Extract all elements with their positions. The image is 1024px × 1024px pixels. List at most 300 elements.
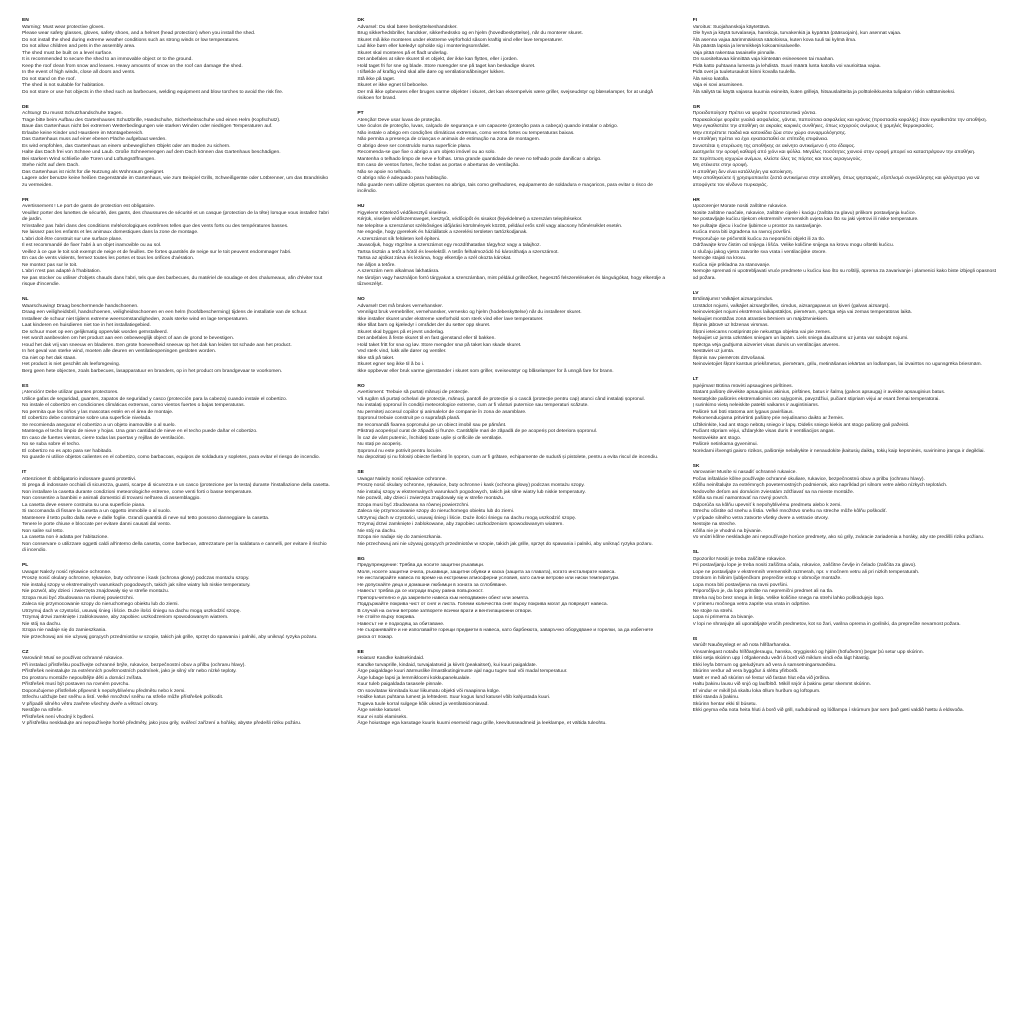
warning-line: In het geval van sterke wind, moeten alle deuren en ventilatieopeningen gesloten worden. <box>22 349 217 354</box>
language-section <box>22 650 331 728</box>
warning-line: Mælt er með að skúrinn sé festur við fastan hlut eða við jörðina. <box>692 675 831 681</box>
language-code: HR <box>692 197 700 203</box>
warning-line: Přístřešek není vhodný k bydlení. <box>22 714 95 720</box>
warning-line: Tenere le porte chiuse e bloccate per evitare danni causati dal vento. <box>22 522 171 527</box>
language-section <box>357 650 666 728</box>
warning-line: Διατηρείτε την οροφή καθαρή από χιόνι και φύλλα. Μεγάλες ποσότητες χιονιού στην οροφή μπορεί να καταστρέψουν την αποθήκη. <box>692 150 976 155</box>
warning-line: Ne montez pas sur le toit. <box>22 262 78 268</box>
language-code: IS <box>692 636 698 642</box>
warning-line: Halte das Dach frei von Schnee und Laub. Große Schneemengen auf dem Dach können das Gartenhaus beschädigen. <box>22 150 281 155</box>
column-middle <box>357 18 666 1014</box>
warning-line: Nestatykite pašiūrės ekstremaliomis oro sąlygomis, pavyzdžiui, pučiant stipriam vėjui ar esant žemai temperatūrai. <box>692 396 940 402</box>
warning-line: Otrokom in hišnim ljubljenčkom preprečite vstop v območje montaže. <box>692 576 842 581</box>
warning-line: Nie pozwól, aby dzieci i zwierzęta znajdowały się w strefie montażu. <box>357 496 505 501</box>
warning-line: Houd het dak vrij van sneeuw en bladeren. Een grote hoeveelheid sneeuw op het dak kan leiden tot schade aan het product. <box>22 342 292 348</box>
language-code: DK <box>357 18 365 23</box>
warning-line: Upozorenje! Morate nositi zaštitne rukavice. <box>692 204 788 209</box>
warning-line: Nie pozwól, aby dzieci i zwierzęta znajdowały się w strefie montażu. <box>22 589 170 594</box>
warning-line: Střechu udržujte bez sněhu a listí. Velké množství sněhu na střeše může přístřešek poškodit. <box>22 695 224 700</box>
language-code: LV <box>692 290 699 296</box>
warning-line: Nu depozitați și nu folosiți obiecte fierbinți în șopron, cum ar fi grătare, echipamente de sudură și pistolete, pentru a evita riscul de incendiu. <box>357 455 659 460</box>
warning-line: Det anbefales å feste skuret til en fast gjenstand eller til bakken. <box>357 336 496 341</box>
warning-line: Păstrați acoperișul curat de zăpadă și frunze. Cantitățile mari de zăpadă de pe acoperiș pot deteriora șopronul. <box>357 429 598 434</box>
warning-line: Nemojte spremati ni upotrebljavati vruće predmete u kućicu kao što su roštilji, oprema za zavarivanje i plamenici kako biste izbjegli opasnost od požara. <box>692 269 997 281</box>
warning-line: Tartsa az ajtókat zárva és lezárva, hogy elkerülje a szél okozta károkat. <box>357 256 512 261</box>
warning-line: O abrigo deve ser construído numa superfície plana. <box>357 143 472 149</box>
warning-line: Предупреждение: Трябва да носите защитни ръкавици. <box>357 563 485 568</box>
warning-line: Bei starkem Wind schließe alle Türen und Lüftungsöffnungen. <box>22 156 156 162</box>
language-code: PT <box>357 111 364 116</box>
warning-line: În caz de vânt puternic, închideți toate ușile și orificiile de ventilație. <box>357 435 503 441</box>
warning-line: Ärge seiske katusel. <box>357 708 402 713</box>
language-code: HU <box>357 204 365 209</box>
warning-line: Поддържайте покрива чист от сняг и листа. Големи количества сняг върху покрива могат да повредят навеса. <box>357 602 608 607</box>
warning-line: Nie instaluj szopy w ekstremalnych warunkach pogodowych, takich jak silne wiatry lub niskie temperatury. <box>357 489 586 495</box>
language-section <box>693 18 1002 96</box>
warning-line: Skúrinn hentar ekki til búsetu. <box>692 701 757 707</box>
warning-line: Avertissement ! Le port de gants de protection est obligatoire. <box>22 204 156 209</box>
language-section <box>693 550 1002 628</box>
language-code: IT <box>22 470 27 475</box>
language-section <box>357 18 666 103</box>
warning-line: Priporočljivo je, da lopo pritrdite na nepremični predmet ali na tla. <box>692 589 834 594</box>
warning-line: Zaleca się przymocowanie szopy do nieruchomego obiektu lub do ziemi. <box>357 509 515 514</box>
warning-line: Det anbefales at sikre skuret til et objekt, der ikke kan flyttes, eller i jorden. <box>357 57 518 62</box>
warning-line: Lopa ni primerna za bivanje. <box>692 615 755 620</box>
warning-line: Stehe nicht auf dem Dach. <box>22 163 80 168</box>
warning-line: Při instalaci přístřešku používejte ochranné brýle, rukavice, bezpečnostní obuv a přilbu (ochranu hlavy). <box>22 662 246 668</box>
warning-line: Non salire sul tetto. <box>22 528 64 534</box>
warning-line: Kandke turvaprille, kindaid, turvajalatseid ja kiivrit (peakaitset), kui kuuri paigaldate. <box>357 662 538 668</box>
warning-line: Attenzione! È obbligatorio indossare guanti protettivi. <box>22 476 137 482</box>
warning-line: Neinovietojiet šķūnī karstus priekšmetus, piemēram, grilu, metināšanas iekārtas un lodlampas, lai izvairītos no ugunsgrēka briesmām. <box>692 362 982 367</box>
warning-line: Pašiūrė turi būti statoma ant lygaus paviršiaus. <box>692 409 794 415</box>
warning-line: Ekki geyma eða nota heita hluti á borð við grill, suðubúnað og lóðlampa í skúrnum þar sem það gæti valdið hættu á eldsvoða. <box>692 708 964 713</box>
language-section <box>22 105 331 190</box>
warning-line: Utrzymuj dach w czystości, usuwaj śnieg i liście. Duże ilości śniegu na dachu mogą uszkodzić szopę. <box>22 608 241 614</box>
warning-line: Proszę nosić okulary ochronne, rękawice, buty ochronne i kask (ochrona głowy) podczas montażu szopy. <box>357 483 585 488</box>
language-code: PL <box>22 563 29 568</box>
warning-line: Lope ne postavljajte v ekstremnih vremenskih razmerah, npr. v močnem vetru ali pri nizkih temperaturah. <box>692 569 920 575</box>
language-section <box>357 297 666 375</box>
warning-line: Vinsamlegast notaðu hlífðargleraugu, hanska, öryggisskó og hjálm (höfuðvörn) þegar þú setur upp skúrinn. <box>692 649 924 655</box>
warning-line: Mantenha o telhado limpo de neve e folhas. Uma grande quantidade de neve no telhado pode danificar o abrigo. <box>357 156 602 162</box>
warning-line: Не инсталирайте навеса по време на екстремни атмосферни условия, като силни ветрове или ниски температури. <box>357 576 620 581</box>
warning-line: Het product is niet geschikt als leefomgeving. <box>22 362 121 367</box>
warning-line: ¡Atención! Debe utilizar guantes protectores. <box>22 390 119 395</box>
warning-line: Lad ikke børn eller kæledyr opholde sig i monteringsområdet. <box>357 44 490 49</box>
warning-line: Uwaga! Należy nosić rękawice ochronne. <box>22 569 112 575</box>
warning-line: La casetta non è adatta per l'abitazione. <box>22 535 109 540</box>
warning-line: Der må ikke opbevares eller bruges varme objekter i skuret, det kan eksempelvis være griller, svejseudstyr og blæselamper, for at undgå risikoen for brand. <box>357 89 653 101</box>
warning-line: On soovitatav kinnitada kuur liikumatu objekti või maapinna külge. <box>357 688 501 694</box>
warning-line: Ne engedje, hogy gyerekek és háziállatok a szerelési területen tartózkodjanak. <box>357 230 528 235</box>
warning-line: Vaja ei sovi asumiseen. <box>692 83 744 88</box>
warning-line: Η αποθήκη πρέπει να έχει εγκατασταθεί σε επίπεδη επιφάνεια. <box>692 137 829 142</box>
warning-line: Į surinkimo vietą neleiskite patekti vaikams ir augintiniams. <box>692 403 820 408</box>
warning-line: El cobertizo no es apto para ser habitado. <box>22 448 113 454</box>
warning-line: Berg geen hete objecten, zoals barbecues, lasapparatuur en branders, op in het product om brandgevaar te voorkomen. <box>22 368 283 374</box>
warning-line: Nosite zaštitne naočale, rukavice, zaštitne cipele i kacigu (zaštita za glavu) prilikom postavljanja kućice. <box>692 210 917 216</box>
warning-line: Održavajte krov čistim od snijega i lišća. Velike količine snijega na krovu mogu oštetiti kućicu. <box>692 243 895 248</box>
warning-line: Opozorilo! Nositi je treba zaščitne rokavice. <box>692 556 787 562</box>
warning-line: Si raccomanda di fissare la casetta a un oggetto immobile o al suolo. <box>22 509 171 514</box>
warning-line: Kôlňa nie je vhodná na bývanie. <box>692 528 762 534</box>
warning-line: Mantenere il tetto pulito dalla neve e dalle foglie. Grandi quantità di neve sul tetto possono danneggiare la casetta. <box>22 515 270 521</box>
warning-line: Šķūni ieteicams nostiprināt pie nekustīga objekta vai pie zemes. <box>692 329 832 335</box>
warning-line: Stå ikke på taget. <box>357 76 396 82</box>
warning-line: In the event of high winds, close all doors and vents. <box>22 70 136 75</box>
warning-line: Em caso de ventos fortes, feche todas as portas e aberturas de ventilação. <box>357 163 520 168</box>
warning-line: Ne pas stocker ou utiliser d'objets chauds dans l'abri, tels que des barbecues, du matériel de soudage et des chalumeaux, afin d'éviter tout risque d'incendie. <box>22 275 323 287</box>
warning-line: Varúð! Nauðsynlegt er að nota hlífðarhanska. <box>692 643 791 648</box>
warning-line: Recomenda-se que fixe o abrigo a um objeto imóvel ou ao solo. <box>357 150 496 155</box>
warning-line: Älä seiso katolla. <box>692 76 730 82</box>
language-section <box>22 563 331 641</box>
warning-line: V lopi ne shranjujte ali uporabljajte vročih predmetov, kot so žari, varilna oprema in gorilniki, da preprečite nevarnost požara. <box>692 621 961 627</box>
warning-line: Nestojte na streche. <box>692 522 737 527</box>
warning-line: Haltu þakinu lausu við snjó og laufblöð. Mikill snjór á þakinu getur skemmt skúrinn. <box>692 682 871 687</box>
warning-line: La casetta deve essere costruita su una superficie piana. <box>22 502 146 508</box>
warning-line: Baue das Gartenhaus nicht bei extremen Wetterbedingungen wie starken Winden oder niedrigen Temperaturen auf. <box>22 124 273 129</box>
warning-line: Hold taket fritt for snø og løv. Store mengder snø på taket kan skade skuret. <box>357 342 522 348</box>
warning-line: Ole hyvä ja käytä turvalaseja, hanskoja, turvakenkiä ja kypärää (pääsuojain), kun asennat vajaa. <box>692 31 902 36</box>
warning-line: Atenção! Deve usar luvas de proteção. <box>357 117 442 123</box>
warning-line: Ekki setja skúrinn upp í öfgakenndu veðri á borð við miklum vindi eða lágt hitastig. <box>692 656 870 661</box>
warning-line: Norėdami išvengti gaisro rizikos, pašiūrėje nelaikykite ir nenaudokite įkaitusių daiktų, tokių kaip kepsninės, suvirinimo įranga ir degikliai. <box>692 448 985 454</box>
warning-line: Zaleca się przymocowanie szopy do nieruchomego obiektu lub do ziemi. <box>22 602 179 607</box>
warning-line: Achtung! Du musst Schutzhandschuhe tragen. <box>22 111 123 116</box>
warning-line: Kôlňu neinštalujte za extrémnych poveternostných podmienok, ako napríklad pri silnom vetre alebo nízkych teplotách. <box>692 483 948 488</box>
warning-line: Tugeva tuule korral sulgege kõik uksed ja ventilatsiooniavad. <box>357 701 489 707</box>
language-code: FR <box>22 197 29 203</box>
warning-line: Ärge hoiustage ega kasutage kuuris kuumi esemeid nagu grille, keevitusseadmeid ja leeklampe, et vältida tuleohtu. <box>357 721 607 726</box>
language-section <box>357 470 666 548</box>
warning-line: No instale el cobertizo en condiciones climáticas extremas, como vientos fuertes o bajas temperaturas. <box>22 403 245 408</box>
language-section <box>357 204 666 289</box>
warning-line: Trage bitte beim Aufbau des Gartenhauses Schutzbrille, Handschuhe, Sicherheitsschuhe und einen Helm (Kopfschutz). <box>22 117 281 123</box>
warning-line: Ne álljon a tetőre. <box>357 262 396 268</box>
warning-line: Σε περίπτωση ισχυρών ανέμων, κλείστε όλες τις πόρτες και τους αεραγωγούς. <box>692 156 862 162</box>
warning-line: No guarde ni utilice objetos calientes en el cobertizo, como barbacoas, equipos de soldadura y sopletes, para evitar el riesgo de incendio. <box>22 455 320 460</box>
warning-line: Užtikrinkite, kad ant stogo nebūtų sniego ir lapų. Didelis sniego kiekis ant stogo pašiūrę gali pažeisti. <box>692 422 910 428</box>
warning-line: Szopa nie nadaje się do zamieszkania. <box>357 535 442 540</box>
warning-line: Älä asenna vajaa äärimmäisissä sääoloissa, kuten kova tuuli tai kylmä ilma. <box>692 37 857 43</box>
warning-line: Please wear safety glasses, gloves, safety shoes, and a helmet (head protection) when you install the shed. <box>22 31 256 36</box>
warning-line: Не съхранявайте и не използвайте горещи предмети в навеса, като барбекюта, заваръчно оборудване и горелки, за да избегнете риска от пожар. <box>357 628 654 640</box>
warning-line: Varovanie! Musíte si nasadiť ochranné rukavice. <box>692 470 797 475</box>
warning-line: Trzymaj drzwi zamknięte i zablokowane, aby zapobiec uszkodzeniom spowodowanym wiatrem. <box>22 615 229 620</box>
warning-line: Não instale o abrigo em condições climáticas extremas, como ventos fortes ou temperaturas baixas. <box>357 130 575 136</box>
warning-line: Szopa musi być zbudowana na równej powierzchni. <box>22 595 135 601</box>
warning-line: Trzymaj drzwi zamknięte i zablokowane, aby zapobiec uszkodzeniom spowodowanym wiatrem. <box>357 522 564 527</box>
warning-line: V přístřešku neskladujte ani nepoužívejte horké předměty, jako jsou grily, svářecí zařízení a hořáky, abyste předešli riziku požáru. <box>22 721 302 726</box>
language-section <box>22 384 331 462</box>
warning-line: Nemojte stajati na krovu. <box>692 256 747 261</box>
language-code: EE <box>357 649 364 655</box>
warning-line: Das Gartenhaus muss auf einer ebenen Fläche aufgebaut werden. <box>22 137 167 142</box>
warning-line: Šķūnis nav piemērots dzīvošanai. <box>692 355 766 361</box>
warning-line: Do not allow children and pets in the assembly area. <box>22 44 136 49</box>
warning-line: Streha naj bo brez snega in listja. Velike količine snega na strehi lahko poškodujejo lopo. <box>692 595 885 601</box>
warning-line: Kućica mora biti izgrađena na ravnoj površini. <box>692 230 792 235</box>
warning-line: Il est recommandé de fixer l'abri à un objet inamovible ou au sol. <box>22 243 162 248</box>
warning-line: Do not install the shed during extreme weather conditions such as strong winds or low temperatures. <box>22 37 240 43</box>
language-section <box>693 637 1002 715</box>
warning-line: Varoitus: Suojahanskoja käytettävä. <box>692 24 771 30</box>
warning-line: Pidä katto puhtaana lumesta ja lehdistä. Suuri määrä lunta katolla voi vaurioittaa vajaa. <box>692 63 881 69</box>
warning-line: Hoidke katus puhtana lumest ja lehtedest. Suur kogus lund katusel võib kahjustada kuuri. <box>357 695 551 700</box>
warning-line: Neļaujiet uz jumta uzkrāties sniegam un lapām. Liels sniega daudzums uz jumta var sabojāt nojumi. <box>692 336 909 341</box>
warning-line: Nie stój na dachu. <box>357 528 397 534</box>
warning-line: Non consentire a bambini e animali domestici di trovarsi nell'area di assemblaggio. <box>22 496 201 501</box>
warning-line: No se suba sobre el techo. <box>22 442 81 447</box>
warning-line: Η αποθήκη δεν είναι κατάλληλη για κατοίκηση. <box>692 169 793 175</box>
warning-line: Do prostoru montáže nepouštějte děti a domácí zvířata. <box>22 675 143 681</box>
warning-line: I tilfælde af kraftig vind skal alle døre og ventilationsåbninger lukkes. <box>357 70 505 75</box>
warning-line: Warning: Must wear protective gloves. <box>22 24 105 30</box>
warning-line: Kérjük, viseljen védőszemüveget, kesztyűt, védőcipőt és sisakot (fejvédelmet) a szerszám telepítésekor. <box>357 217 583 222</box>
warning-line: Nedovoľte deťom ani domácim zvieratám zdržiavať sa na mieste montáže. <box>692 489 855 495</box>
language-section <box>693 291 1002 369</box>
warning-line: Skuret skal bygges på et jevnt underlag. <box>357 329 445 335</box>
warning-line: Pučiant stipriam vėjui, uždarykite visas duris ir ventiliacijos angas. <box>692 429 835 434</box>
warning-line: V případě silného větru zavřete všechny dveře a větrací otvory. <box>22 701 159 707</box>
warning-line: Nie instaluj szopy w ekstremalnych warunkach pogodowych, takich jak silne wiatry lub niskie temperatury. <box>22 582 251 588</box>
warning-line: En cas de vents violents, fermez toutes les portes et tous les orifices d'aération. <box>22 256 195 261</box>
warning-line: Utilice gafas de seguridad, guantes, zapatos de seguridad y casco (protección para la cabeza) cuando instale el cobertizo. <box>22 396 288 402</box>
warning-line: Ikke oppbevar eller bruk varme gjenstander i skuret som griller, sveiseutstyr og blåselamper for å unngå fare for brann. <box>357 368 614 374</box>
warning-line: Keep the roof clean from snow and leaves. Heavy amounts of snow on the roof can damage the shed. <box>22 63 243 69</box>
warning-line: Älä säilytä tai käytä vajassa kuumia esineitä, kuten grillejä, hitsauslaitteita ja polttoleikkureita tulipalon riskin välttämiseksi. <box>692 89 956 95</box>
language-section <box>357 111 666 196</box>
warning-line: En caso de fuertes vientos, cierre todas las puertas y rejillas de ventilación. <box>22 435 185 441</box>
language-section <box>693 464 1002 542</box>
language-code: EN <box>22 18 29 23</box>
warning-line: Навесът не е подходящ за обитаване. <box>357 621 445 627</box>
warning-line: Vaja pitää rakentaa tasaiselle pinnalle. <box>692 50 776 56</box>
warning-line: Varování! Musí se používat ochranné rukavice. <box>22 656 124 661</box>
warning-line: Skúrinn verður að vera byggður á sléttu yfirborði. <box>692 669 799 674</box>
warning-line: Strechu očistite od snehu a lístia. Veľké množstvo snehu na streche môže kôlňu poškodiť. <box>692 509 888 514</box>
warning-line: Не стойте върху покрива. <box>357 615 416 620</box>
language-section <box>693 198 1002 283</box>
language-section <box>22 297 331 375</box>
warning-line: Se recomandă fixarea șopronului pe un obiect imobil sau pe pământ. <box>357 422 507 428</box>
warning-line: Ikke tillat barn og kjæledyr i området der du setter opp skuret. <box>357 323 491 328</box>
warning-line: Neinovietojiet nojumi ekstrēmos laikapstākļos, piemēram, spēcīga vēja vai zemas temperatūras laikā. <box>692 310 913 315</box>
warning-line: Não guarde nem utilize objetos quentes no abrigo, tais como grelhadores, equipamento de soldadura e maçaricos, para evitar o risco de incêndio. <box>357 182 653 194</box>
warning-line: Waarschuwing! Draag beschermende handschoenen. <box>22 303 139 309</box>
warning-line: Kôlňa sa musí namontovať na rovný povrch. <box>692 496 789 501</box>
warning-line: Не допускайте деца и домашни любимци в зоната за сглобяване. <box>357 582 508 588</box>
warning-line: Doporučujeme přístřešek připevnit k nepohyblivému předmětu nebo k zemi. <box>22 688 186 694</box>
warning-line: Szopa musi być zbudowana na równej powierzchni. <box>357 502 470 508</box>
warning-line: Nu permiteți accesul copiilor și animalelor de companie în zona de asamblare. <box>357 409 527 415</box>
warning-line: Szopa nie nadaje się do zamieszkania. <box>22 628 107 633</box>
warning-line: Brug sikkerhedsbriller, handsker, sikkerhedssko og en hjelm (hovedbeskyttelse), når du monterer skuret. <box>357 31 583 36</box>
warning-line: Spēcīga vēja gadījumā aizveriet visas durvis un ventilācijas atveres. <box>692 342 840 348</box>
warning-line: Kuur ei sobi elamiseks. <box>357 714 408 720</box>
warning-line: Pidä ovet ja tuuletusaukot kiinni kovalla tuulella. <box>692 70 796 75</box>
warning-line: Non conservare o utilizzare oggetti caldi all'interno della casetta, come barbecue, attrezzature per la saldatura e cannelli, per evitare il rischio di incendio. <box>22 541 327 553</box>
warning-line: Παρακαλούμε φοράτε γυαλιά ασφαλείας, γάντια, παπούτσια ασφαλείας και κράνος (προστασία κεφαλής) όταν εγκαθιστάτε την αποθήκη. <box>692 117 987 123</box>
language-section <box>357 557 666 642</box>
warning-line: Figyelem! Kötelező védőkesztyű viselése. <box>357 210 448 216</box>
warning-line: Ef vindur er mikill þá skaltu loka öllum hurðum og loftopum. <box>692 688 821 694</box>
language-code: DE <box>22 104 29 110</box>
warning-line: Veuillez porter des lunettes de sécurité, des gants, des chaussures de sécurité et un casque (protection de la tête) lorsque vous installez l'abri de jardin. <box>22 210 329 222</box>
warning-line: Ikke installer skuret under ekstreme værforhold som sterk vind eller lave temperaturer. <box>357 316 544 322</box>
warning-line: Přístřešek musí být postaven na rovném povrchu. <box>22 682 130 687</box>
warning-line: Javasoljuk, hogy rögzítse a szerszámot egy mozdíthatatlan tárgyhoz vagy a talajhoz. <box>357 243 541 248</box>
warning-line: L'abri n'est pas adapté à l'habitation. <box>22 269 101 274</box>
warning-line: Advarsel: Du skal bære beskyttelseshandsker. <box>357 24 458 30</box>
warning-line: Advarsel! Det må brukes vernehansker. <box>357 303 443 309</box>
warning-line: U slučaju jakog vjetra zatvorite sva vrata i ventilacijske otvore. <box>692 249 827 255</box>
warning-line: It is recommended to secure the shed to an immovable object or to the ground. <box>22 57 193 62</box>
warning-line: Non installare la casetta durante condizioni meteorologiche estreme, come venti forti o basse temperature. <box>22 489 253 495</box>
warning-line: Počas inštalácie kôlne používajte ochranné okuliare, rukavice, bezpečnostnú obuv a prilbu (ochranu hlavy). <box>692 476 925 482</box>
warning-line: Nie stój na dachu. <box>22 621 62 627</box>
warning-line: Erlaube keine Kinder und Haustiere im Montagebereich. <box>22 130 144 136</box>
language-section <box>693 377 1002 455</box>
warning-line: Odporúča sa kôlňu upevniť k nepohyblivému predmetu alebo k zemi. <box>692 502 842 508</box>
warning-line: De schuur moet op een gelijkmatig oppervlak worden geïnstalleerd. <box>22 329 168 335</box>
warning-line: Brīdinājums! Valkājiet aizsargcimdus. <box>692 297 774 302</box>
warning-line: Älä päästä lapsia ja lemmikkejä kokoamisalueelle. <box>692 44 802 49</box>
warning-line: Συνιστάται η στερέωση της αποθήκης σε ακίνητο αντικείμενο ή στο έδαφος. <box>692 143 856 149</box>
warning-line: Ga niet op het dak staan. <box>22 355 77 361</box>
warning-line: Es wird empfohlen, das Gartenhaus an einem unbeweglichen Objekt oder am Boden zu sichern. <box>22 143 231 149</box>
warning-line: O abrigo não é adequado para habitação. <box>357 176 448 181</box>
warning-line: Hoiatus! Kandke kaitsekindaid. <box>357 656 425 661</box>
warning-line: Kućica nije prikladna za stanovanje. <box>692 262 771 268</box>
warning-line: Uwaga! Należy nosić rękawice ochronne. <box>357 476 447 482</box>
warning-line: Μην εγκαθιστάτε την αποθήκη σε ακραίες καιρικές συνθήκες, όπως ισχυρούς ανέμους ή χαμηλές θερμοκρασίες. <box>692 124 935 129</box>
warning-line: Ekki leyfa börnum og gæludýrum að vera á samsetningarsvæðinu. <box>692 662 837 668</box>
warning-line: Vennligst bruk vernebriller, vernehansker, vernesko og hjelm (hodebeskyttelse) når du installerer skuret. <box>357 310 582 315</box>
language-code: SK <box>692 463 700 469</box>
warning-line: Ne puštajte djecu i kućne ljubimce u prostor za sastavljanje. <box>692 223 823 229</box>
warning-line: Uzstādot nojumi, valkājiet aizsargbrilles, cimdus, aizsargapavus un ķiveri (galvas aizsargs). <box>692 303 890 309</box>
warning-line: Rekomenduojama pritvirtinti pašiūrę prie nejudinamo daikto ar žemės. <box>692 416 845 421</box>
warning-line: Μην επιτρέπετε παιδιά και κατοικίδια ζώα στον χώρο συναρμολόγησης. <box>692 130 847 136</box>
warning-line: A szerszámot sík felületen kell építeni. <box>357 236 441 242</box>
warning-line: Nie przechowuj ani nie używaj gorących przedmiotów w szopie, takich jak grille, sprzęt do spawania i palniki, aby uniknąć ryzyka pożaru. <box>22 634 318 640</box>
warning-line: Use óculos de proteção, luvas, calçado de segurança e um capacete (proteção para a cabeça) quando instalar o abrigo. <box>357 124 619 129</box>
language-code: RO <box>357 383 365 389</box>
warning-line: Ärge paigaldage kuuri äärmuslike ilmastikutingimuste ajal nagu tugev tuul või madal temperatuur. <box>357 669 568 674</box>
warning-line: Ekki standa á þakinu. <box>692 695 740 700</box>
warning-line: A szerszám nem alkalmas lakhatásra. <box>357 269 440 274</box>
warning-line: Avertisment: Trebuie să purtați mănuși de protecție. <box>357 390 469 395</box>
warning-line: Nu instalați șopronul în condiții meteorologice extreme, cum ar fi vânturi puternice sau temperaturi scăzute. <box>357 403 589 408</box>
language-code: SE <box>357 470 364 475</box>
warning-line: Installeer de schuur niet tijdens extreme weersomstandigheden, zoals sterke wind en lage temperaturen. <box>22 316 249 322</box>
warning-line: N'installez pas l'abri dans des conditions météorologiques extrêmes telles que des vents forts ou des températures basses. <box>22 223 289 229</box>
language-section <box>693 105 1002 190</box>
language-code: FI <box>692 18 698 23</box>
warning-line: Kuur tuleb paigaldada tasasele pinnale. <box>357 682 443 687</box>
language-code: GR <box>692 104 700 110</box>
warning-line: Laat kinderen en huisdieren niet toe in het installatiegebied. <box>22 323 151 328</box>
warning-line: Ne telepítse a szerszámot szélsőséges időjárási körülmények között, például erős szél vagy alacsony hőmérséklet esetén. <box>357 223 623 229</box>
warning-line: Přístřešek neinstalujte za extrémních povětrnostních podmínek, jako je silný vítr nebo nízké teploty. <box>22 669 237 674</box>
warning-line: The shed is not suitable for habitation. <box>22 83 105 88</box>
warning-line: Das Gartenhaus ist nicht für die Nutzung als Wohnraum geeignet. <box>22 169 165 175</box>
warning-line: Skuret er ikke egnet til beboelse. <box>357 83 429 88</box>
column-left <box>22 18 331 1014</box>
warning-line: Pašiūrė netinkama gyvenimui. <box>692 442 758 447</box>
language-section <box>22 198 331 289</box>
warning-line: Não se apoie no telhado. <box>357 169 412 175</box>
warning-line: Nestāviet uz jumta. <box>692 349 735 354</box>
warning-line: On suositeltavaa kiinnittää vaja kiinteään esineeseen tai maahan. <box>692 57 835 62</box>
language-code: NL <box>22 297 29 302</box>
warning-line: Hold taget fri for sne og blade. Store mængder sne på taget kan beskadige skuret. <box>357 63 536 69</box>
language-section <box>22 18 331 96</box>
warning-line: В случай на силни ветрове затворете всички врати и вентилационни отвори. <box>357 608 532 614</box>
warning-line: V primeru močnega vetra zaprite vsa vrata in odprtine. <box>692 602 811 607</box>
warning-line: Įspėjimas! Būtina mūvėti apsaugines pirštines. <box>692 383 793 389</box>
warning-line: Não permita a presença de crianças e animais de estimação na zona de montagem. <box>357 137 541 142</box>
warning-line: Навесът трябва да се изгради върху равна повърхност. <box>357 589 484 594</box>
language-code: SL <box>692 550 699 555</box>
warning-line: Vă rugăm să purtați ochelari de protecție, mănuși, pantofi de protecție și o cască (protecție pentru cap) atunci când instalați șopronul. <box>357 396 645 402</box>
warning-line: El cobertizo debe construirse sobre una superficie nivelada. <box>22 416 152 421</box>
warning-line: Do not stand on the roof. <box>22 76 76 82</box>
language-section <box>357 384 666 462</box>
language-code: BG <box>357 556 365 562</box>
warning-line: Skuret egner seg ikke til å bo i. <box>357 362 425 367</box>
warning-line: Tartsa tisztán a tetőt a hótól és levelektől. A tetőn felhalmozódó hó károsíthatja a szerszámot. <box>357 249 559 255</box>
language-code: CZ <box>22 649 29 655</box>
warning-line: Lopa mora biti postavljena na ravni površini. <box>692 582 789 588</box>
language-code: ES <box>22 383 29 389</box>
warning-line: No permita que los niños y las mascotas estén en el área de montaje. <box>22 409 174 415</box>
warning-line: Statant pašiūrę dėvėkite apsauginius akinius, pirštines, batus ir šalmą (galvos apsaugą) ir avėkite apsauginius batus. <box>692 390 946 395</box>
warning-line: Proszę nosić okulary ochronne, rękawice, buty ochronne i kask (ochrona głowy) podczas montażu szopy. <box>22 576 250 581</box>
language-code: NO <box>357 297 365 302</box>
warning-line: Utrzymuj dach w czystości, usuwaj śnieg i liście. Duże ilości śniegu na dachu mogą uszkodzić szopę. <box>357 515 577 521</box>
warning-line: Preporučuje se pričvrstiti kućicu za nepomični objekt ili za tlo. <box>692 236 826 242</box>
warning-line: Skuret må ikke monteres under ekstreme vejrforhold såsom kraftig vind eller lave temperaturer. <box>357 37 564 43</box>
warning-line: Ne tároljon vagy használjon forró tárgyakat a szerszámban, mint például grillezőket, hegesztő felszereléseket és lángvágókat, hogy elkerülje a tűzveszélyt. <box>357 275 666 287</box>
warning-line: Šķūnis jābūvē uz līdzenas virsmas. <box>692 323 769 328</box>
warning-line: The shed must be built on a level surface. <box>22 50 113 56</box>
warning-line: Do not store or use hot objects in the shed such as barbecues, welding equipment and blow torches to avoid the risk fire. <box>22 89 284 95</box>
warning-line: Șopronul trebuie construit pe o suprafață plană. <box>357 416 461 421</box>
warning-line: L'abri doit être construit sur une surface plane. <box>22 236 123 242</box>
warning-line: Nelaujiet montāžas zonā atrasties bērniem un mājdzīvniekiem. <box>692 316 829 322</box>
warning-line: Ärge lubage lapsi ja lemmikloomi kokkupanekualale. <box>357 675 471 681</box>
warning-line: Μη στέκεστε στην οροφή. <box>692 163 749 168</box>
warning-line: Het wordt aanbevolen om het product aan een onbeweeglijk object of aan de grond te bevestigen. <box>22 336 235 341</box>
language-code: LT <box>692 377 699 382</box>
language-section <box>22 470 331 555</box>
warning-line: Ved sterk vind, lukk alle dører og ventiler. <box>357 349 447 354</box>
warning-line: Моля, носете защитни очила, ръкавици, защитни обувки и каска (защита за главата), когато инсталирате навеса. <box>357 569 616 575</box>
warning-line: Προειδοποίηση! Πρέπει να φοράτε προστατευτικά γάντια. <box>692 111 817 116</box>
warning-line: Μην αποθηκεύετε ή χρησιμοποιείτε ζεστά αντικείμενα στην αποθήκη, όπως ψησταριές, εξοπλισμό συγκόλλησης και φλόγιστρα για να αποφύγετε τον κίνδυνο πυρκαγιάς. <box>692 176 980 188</box>
warning-line: Nie przechowuj ani nie używaj gorących przedmiotów w szopie, takich jak grille, sprzęt do spawania i palniki, aby uniknąć ryzyka pożaru. <box>357 541 653 547</box>
warning-line: Mantenga el techo limpio de nieve y hojas. Una gran cantidad de nieve en el techo puede dañar el cobertizo. <box>22 429 258 434</box>
warning-line: Skuret skal monteres på et fladt underlag. <box>357 50 448 56</box>
warning-line: Se recomienda asegurar el cobertizo a un objeto inamovible o al suelo. <box>22 422 176 428</box>
warning-line: Ne laissez pas les enfants et les animaux domestiques dans la zone de montage. <box>22 230 199 235</box>
warning-line: Vo vnútri kôlne neskladujte ani nepoužívajte horúce predmety, ako sú grily, zváracie zariadenia a horáky, aby ste predišli riziku požiaru. <box>692 535 985 540</box>
